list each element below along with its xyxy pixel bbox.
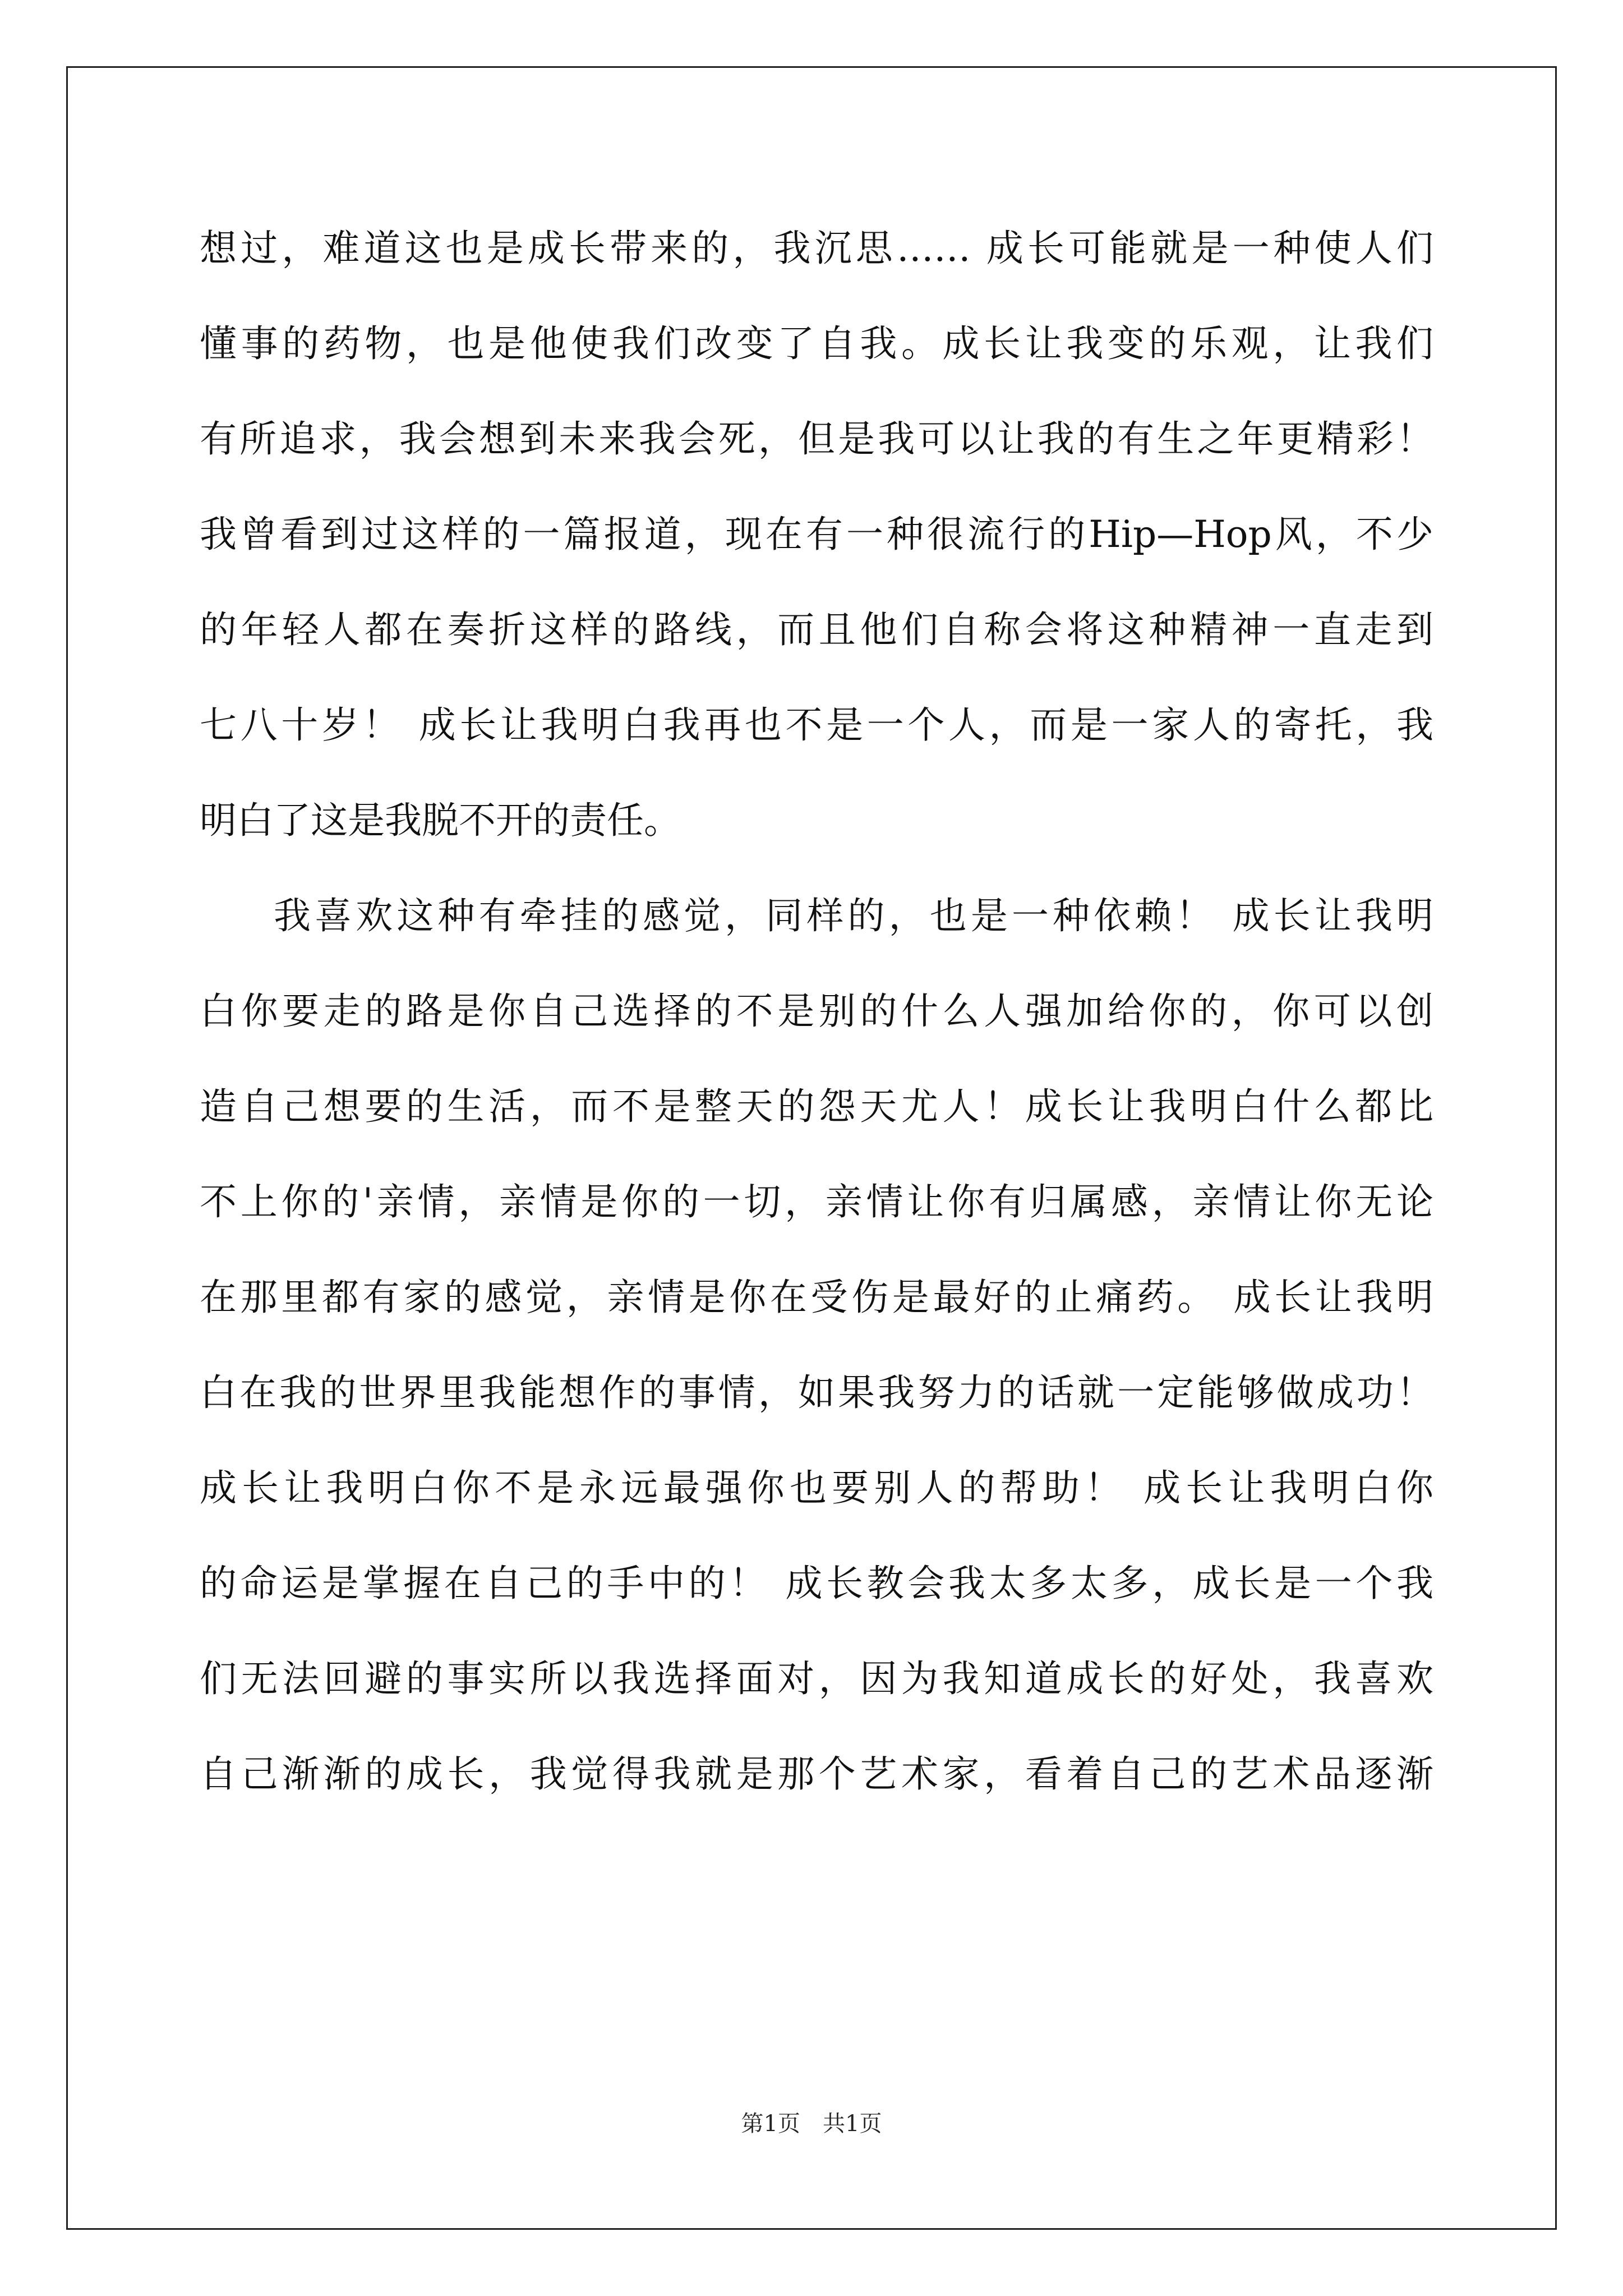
paragraph-2-line-5: 在那里都有家的感觉，亲情是你在受伤是最好的止痛药。 成长让我明 (200, 1276, 1433, 1319)
paragraph-2-line-6: 白在我的世界里我能想作的事情，如果我努力的话就一定能够做成功！ (200, 1371, 1433, 1414)
paragraph-1-line-6: 七八十岁！ 成长让我明白我再也不是一个人，而是一家人的寄托，我 (200, 703, 1433, 747)
paragraph-1-line-3: 有所追求，我会想到未来我会死，但是我可以让我的有生之年更精彩！ (200, 417, 1433, 461)
paragraph-1-line-5: 的年轻人都在奏折这样的路线，而且他们自称会将这种精神一直走到 (200, 608, 1433, 651)
paragraph-2-line-2: 白你要走的路是你自己选择的不是别的什么人强加给你的，你可以创 (200, 990, 1433, 1033)
paragraph-2-line-4: 不上你的'亲情，亲情是你的一切，亲情让你有归属感，亲情让你无论 (200, 1180, 1433, 1223)
paragraph-2-line-10: 自己渐渐的成长，我觉得我就是那个艺术家，看着自己的艺术品逐渐 (200, 1752, 1433, 1796)
paragraph-2-line-3: 造自己想要的生活，而不是整天的怨天尤人！成长让我明白什么都比 (200, 1085, 1433, 1128)
paragraph-2-line-1: 我喜欢这种有牵挂的感觉，同样的，也是一种依赖！ 成长让我明 (274, 894, 1433, 937)
page-number-footer: 第1页 共1页 (741, 2111, 882, 2137)
paragraph-2-line-8: 的命运是掌握在自己的手中的！ 成长教会我太多太多，成长是一个我 (200, 1562, 1433, 1605)
paragraph-1-line-1: 想过，难道这也是成长带来的，我沉思…… 成长可能就是一种使人们 (200, 227, 1433, 270)
document-body (200, 215, 1433, 1836)
paragraph-2-line-7: 成长让我明白你不是永远最强你也要别人的帮助！ 成长让我明白你 (200, 1466, 1433, 1510)
paragraph-2-line-9: 们无法回避的事实所以我选择面对，因为我知道成长的好处，我喜欢 (200, 1657, 1433, 1700)
paragraph-1-line-2: 懂事的药物，也是他使我们改变了自我。成长让我变的乐观，让我们 (200, 322, 1433, 365)
paragraph-1-line-4: 我曾看到过这样的一篇报道，现在有一种很流行的Hip—Hop风，不少 (200, 513, 1433, 556)
paragraph-1-line-7: 明白了这是我脱不开的责任。 (200, 799, 681, 842)
